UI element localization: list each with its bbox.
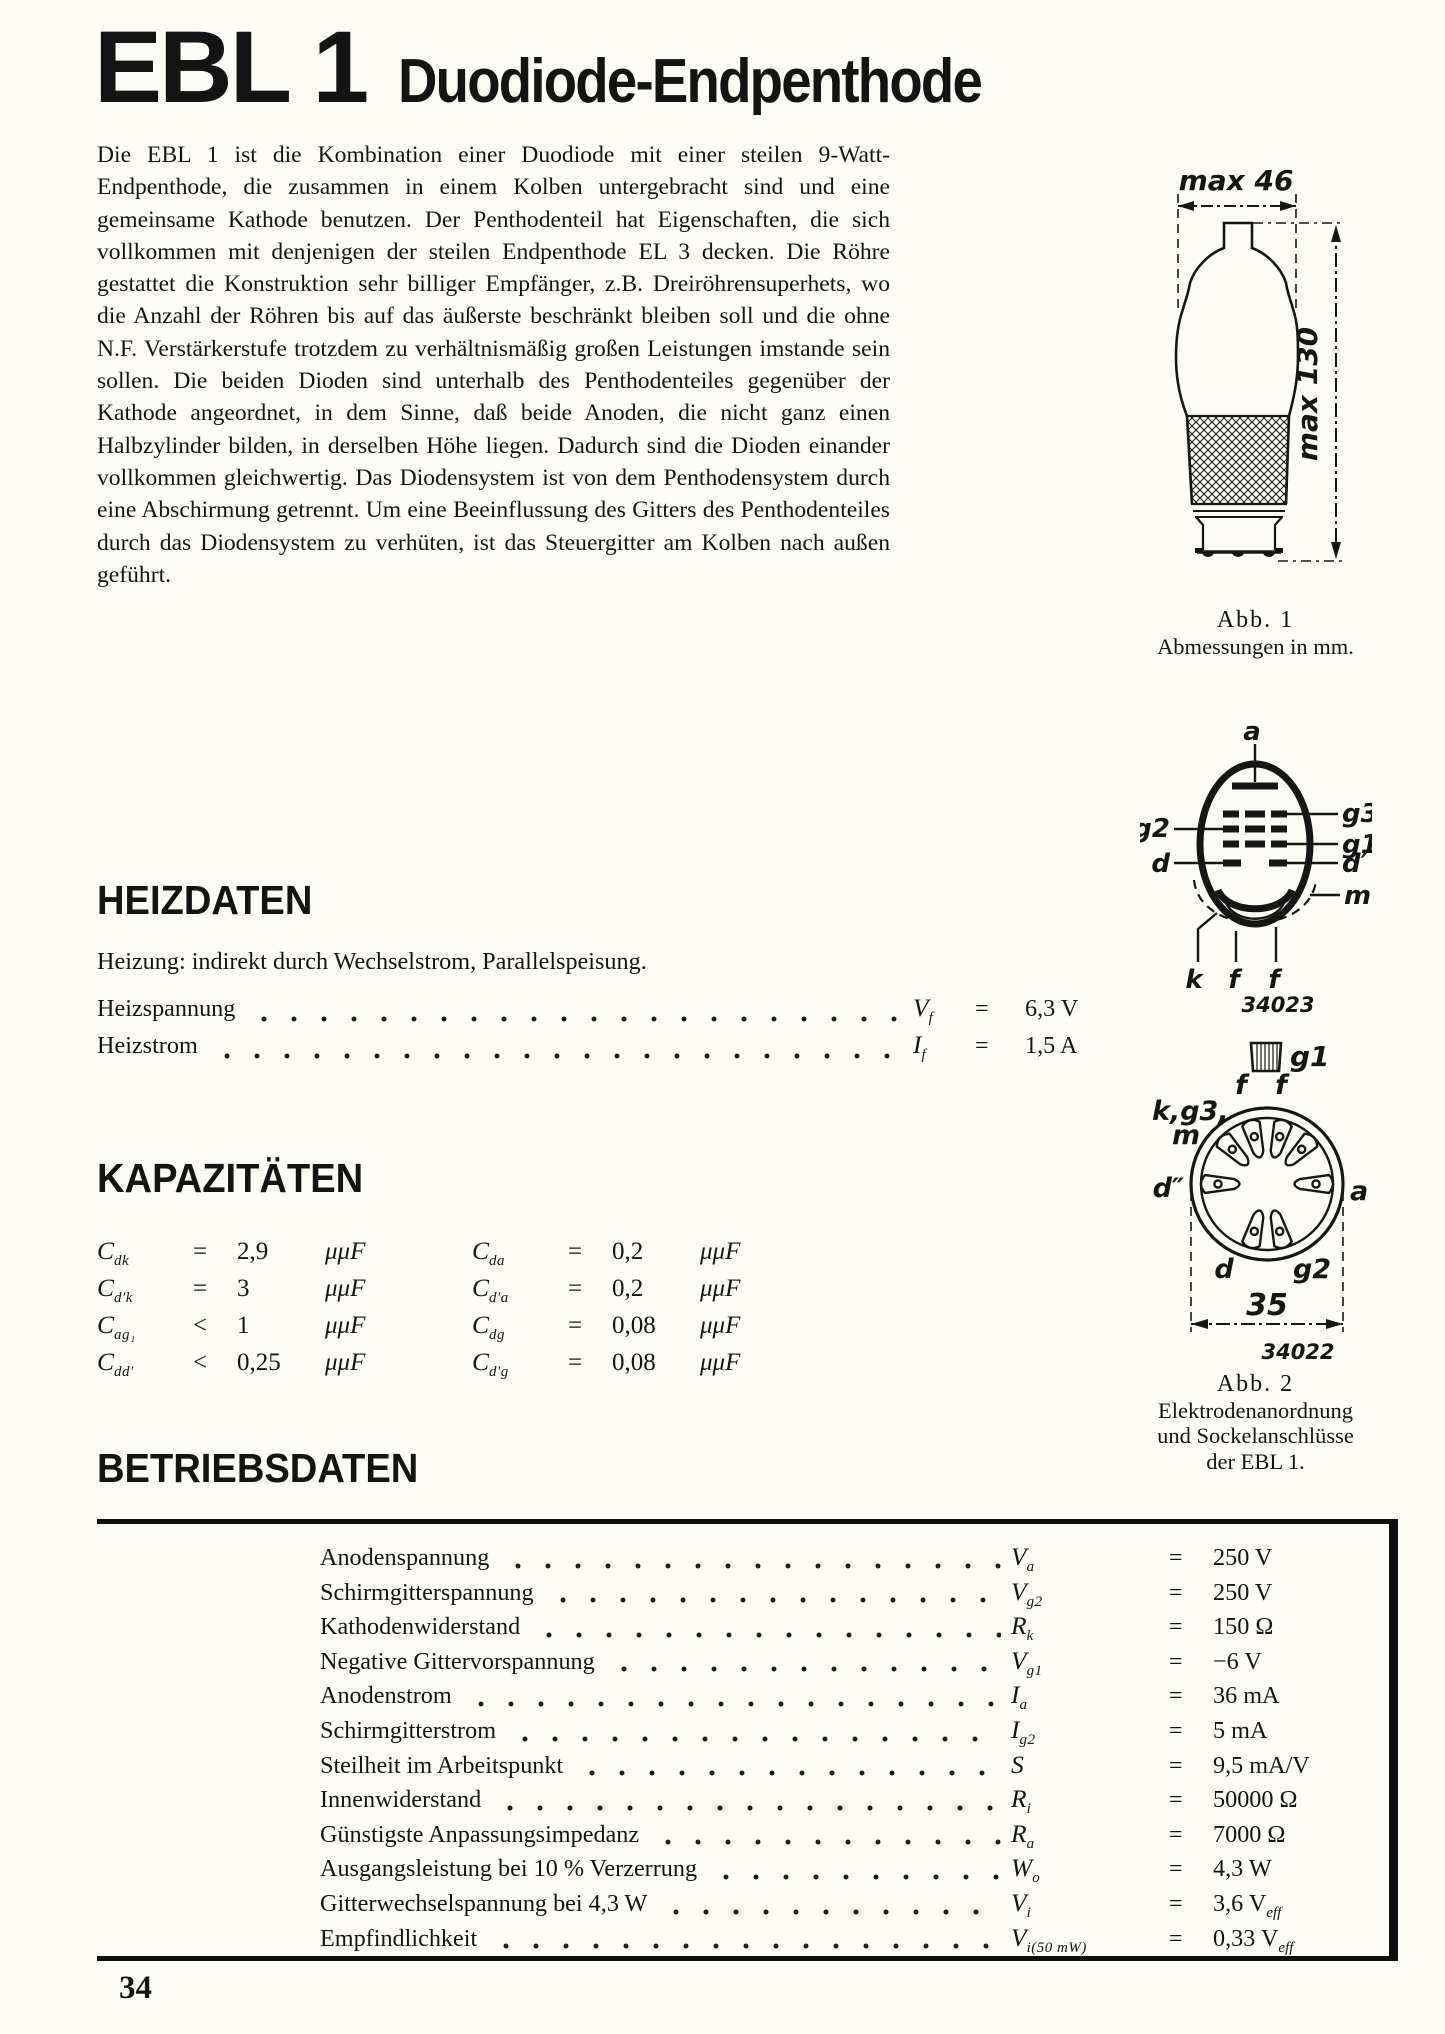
section-heading-kapazitaeten: KAPAZITÄTEN xyxy=(97,1155,364,1201)
param-label: Günstigste Anpassungsimpedanz xyxy=(320,1820,640,1848)
capacitance-column-left xyxy=(97,1236,397,1384)
cap-value: 2,9 xyxy=(237,1238,269,1265)
dot-leader xyxy=(546,1596,1001,1604)
heizdaten-row xyxy=(97,1030,1143,1067)
dot-leader xyxy=(575,1769,1001,1777)
param-value: −6 V xyxy=(1213,1647,1262,1675)
fig1-caption-title: Abb. 1 xyxy=(1216,607,1295,633)
relation-sign: < xyxy=(193,1349,208,1376)
g2-label: 2 xyxy=(1151,814,1170,844)
param-label: Innenwiderstand xyxy=(320,1786,482,1814)
param-label: Schirmgitterspannung xyxy=(320,1578,534,1606)
cap-symbol: $C_{d'g}$ xyxy=(472,1347,509,1381)
diode-d-label: d xyxy=(1151,849,1170,879)
cap-value: 0,2 xyxy=(612,1275,644,1302)
param-symbol: $W_o$ xyxy=(1011,1853,1041,1887)
param-label: Heizstrom xyxy=(97,1032,198,1059)
socket-f2-label: f xyxy=(1275,1070,1287,1101)
capacitance-row xyxy=(97,1310,397,1347)
tube-model: EBL 1 xyxy=(94,10,367,124)
param-symbol: $I_{g2}$ xyxy=(1011,1714,1036,1749)
electrode-arrangement-diagram xyxy=(1140,722,1372,1017)
cap-symbol: $C_{d'k}$ xyxy=(97,1273,133,1307)
anode-label: a xyxy=(1243,722,1261,747)
param-symbol: $I_f$ xyxy=(913,1030,927,1064)
table-row xyxy=(320,1853,1383,1888)
relation-sign: = xyxy=(568,1275,583,1302)
figure3-number: 34022 xyxy=(1261,1340,1335,1364)
relation-sign: = xyxy=(193,1275,208,1302)
dot-leader xyxy=(709,1873,1001,1881)
capacitance-row xyxy=(97,1236,397,1273)
param-label: Empfindlichkeit xyxy=(320,1924,478,1952)
relation-sign: = xyxy=(568,1238,583,1265)
equals-sign: = xyxy=(1169,1545,1183,1571)
socket-m-label: m xyxy=(1172,1120,1201,1151)
equals-sign: = xyxy=(1169,1787,1183,1814)
dot-leader xyxy=(464,1700,1001,1708)
equals-sign: = xyxy=(1169,1648,1183,1675)
cap-symbol: $C_{d'a}$ xyxy=(472,1273,509,1307)
equals-sign: = xyxy=(1169,1683,1183,1710)
cathode-pin-label: k xyxy=(1185,965,1203,995)
table-row xyxy=(320,1611,1383,1646)
table-row xyxy=(320,1715,1383,1750)
dot-leader xyxy=(247,1015,903,1023)
param-symbol: $I_a$ xyxy=(1011,1680,1028,1714)
fig1-caption-text: Abmessungen in mm. xyxy=(1157,633,1354,659)
heizdaten-rows xyxy=(97,993,1143,1067)
param-symbol: S xyxy=(1011,1749,1024,1779)
dim-width-label: max 46 xyxy=(1178,164,1294,197)
cap-unit: μμF xyxy=(325,1312,366,1339)
socket-d-label: d xyxy=(1214,1254,1234,1285)
param-symbol: $R_i$ xyxy=(1011,1784,1032,1818)
dot-leader xyxy=(501,1562,1001,1570)
table-row xyxy=(320,1542,1383,1577)
figure1-number xyxy=(1239,573,1316,574)
fig3-caption-title: Abb. 2 xyxy=(1216,1371,1295,1397)
param-symbol: $R_a$ xyxy=(1011,1818,1035,1852)
param-label: Ausgangsleistung bei 10 % Verzerrung xyxy=(320,1855,698,1883)
param-symbol: $V_i$ xyxy=(1011,1887,1032,1922)
dot-leader xyxy=(659,1908,1001,1916)
heizdaten-intro: Heizung: indirekt durch Wechselstrom, Parallelspeisung. xyxy=(97,948,647,975)
cap-symbol: $C_{ag_1}$ xyxy=(97,1310,136,1344)
relation-sign: < xyxy=(193,1312,208,1339)
page-number: 34 xyxy=(119,1970,152,2006)
g1-label: g xyxy=(1342,830,1361,860)
equals-sign: = xyxy=(1169,1614,1183,1641)
fig3-caption xyxy=(1118,1372,1393,1474)
param-label: Kathodenwiderstand xyxy=(320,1613,521,1641)
capacitance-column-right xyxy=(472,1236,772,1384)
param-label: Schirmgitterstrom xyxy=(320,1716,497,1744)
equals-sign: = xyxy=(1169,1717,1183,1744)
dot-leader xyxy=(210,1052,903,1060)
relation-sign: = xyxy=(568,1312,583,1339)
cap-unit: μμF xyxy=(700,1275,741,1302)
table-row xyxy=(320,1646,1383,1681)
param-symbol: $V_{g1}$ xyxy=(1011,1645,1043,1679)
cap-unit: μμF xyxy=(325,1349,366,1376)
tube-dimension-diagram xyxy=(1140,142,1352,574)
param-symbol: $V_{i(50 mW)}$ xyxy=(1011,1922,1087,1956)
operating-data-table xyxy=(320,1542,1383,1957)
param-symbol: $V_{g2}$ xyxy=(1011,1576,1043,1610)
fig3-caption-line2: Elektrodenanordnung xyxy=(1158,1397,1353,1423)
param-value: 4,3 W xyxy=(1213,1855,1272,1883)
param-value: 36 mA xyxy=(1213,1682,1280,1710)
table-right-bar xyxy=(1389,1519,1398,1961)
dim-height-label: max 130 xyxy=(1291,326,1324,462)
equals-sign: = xyxy=(1169,1856,1183,1883)
socket-kg3-label: k,g3, xyxy=(1152,1096,1229,1127)
table-row xyxy=(320,1750,1383,1785)
param-value: 5 mA xyxy=(1213,1716,1268,1744)
equals-sign: = xyxy=(1169,1890,1183,1917)
cap-unit: μμF xyxy=(700,1312,741,1339)
fig1-tube-outline-drawing xyxy=(1140,142,1352,574)
cap-value: 3 xyxy=(237,1275,250,1302)
page-title xyxy=(94,10,1061,124)
section-heading-betriebsdaten: BETRIEBSDATEN xyxy=(97,1445,419,1491)
param-label: Gitterwechselspannung bei 4,3 W xyxy=(320,1889,648,1917)
heater-pin-label-1: f xyxy=(1228,965,1240,995)
table-row xyxy=(320,1923,1383,1958)
g3-label: g xyxy=(1342,799,1361,829)
param-label: Steilheit im Arbeitspunkt xyxy=(320,1751,564,1779)
cap-symbol: $C_{dd'}$ xyxy=(97,1347,134,1381)
figure2-number: 34023 xyxy=(1241,993,1315,1017)
cap-value: 0,08 xyxy=(612,1312,656,1339)
capacitance-row xyxy=(472,1236,772,1273)
capacitance-row xyxy=(472,1310,772,1347)
param-label: Anodenstrom xyxy=(320,1682,452,1710)
table-row xyxy=(320,1784,1383,1819)
cap-symbol: $C_{dk}$ xyxy=(97,1236,130,1270)
cap-value: 0,2 xyxy=(612,1238,644,1265)
equals-sign: = xyxy=(1169,1579,1183,1606)
fig3-socket-drawing xyxy=(1140,1032,1380,1372)
cap-symbol: $C_{dg}$ xyxy=(472,1310,506,1344)
dot-leader xyxy=(493,1804,1001,1812)
param-label: Negative Gittervorspannung xyxy=(320,1647,595,1675)
section-heading-heizdaten: HEIZDATEN xyxy=(97,877,313,923)
socket-d2prime-label: d″ xyxy=(1152,1173,1184,1204)
socket-diameter-dim: 35 xyxy=(1246,1288,1288,1323)
table-row xyxy=(320,1819,1383,1854)
param-symbol: $V_f$ xyxy=(913,993,934,1027)
relation-sign: = xyxy=(193,1238,208,1265)
cap-unit: μμF xyxy=(325,1238,366,1265)
param-value: 3,6 $V_{eff}$ xyxy=(1213,1889,1282,1921)
dot-leader xyxy=(651,1838,1001,1846)
table-row xyxy=(320,1888,1383,1923)
relation-sign: = xyxy=(568,1349,583,1376)
table-top-rule xyxy=(97,1519,1398,1524)
param-value: 150 Ω xyxy=(1213,1613,1274,1641)
diode-d-prime-label: d′ xyxy=(1342,849,1368,879)
param-value: 7000 Ω xyxy=(1213,1820,1286,1848)
socket-f1-label: f xyxy=(1235,1070,1247,1101)
fig3-caption-line3: und Sockelanschlüsse xyxy=(1157,1423,1354,1448)
tube-type-subtitle: Duodiode-Endpenthode xyxy=(398,47,982,116)
param-symbol: $V_a$ xyxy=(1011,1542,1035,1576)
param-value: 6,3 V xyxy=(1025,995,1079,1022)
capacitance-row xyxy=(472,1347,772,1384)
cap-value: 0,25 xyxy=(237,1349,281,1376)
socket-a-label: a xyxy=(1350,1176,1369,1207)
cap-symbol: $C_{da}$ xyxy=(472,1236,506,1270)
cap-value: 1 xyxy=(237,1312,250,1339)
param-value: 50000 Ω xyxy=(1213,1786,1298,1814)
table-row xyxy=(320,1680,1383,1715)
fig1-caption xyxy=(1118,608,1393,659)
cap-value: 0,08 xyxy=(612,1349,656,1376)
shield-m-label: m xyxy=(1344,881,1372,911)
param-value: 250 V xyxy=(1213,1578,1273,1606)
param-value: 0,33 $V_{eff}$ xyxy=(1213,1924,1294,1956)
top-cap-icon xyxy=(1251,1043,1281,1071)
param-value: 1,5 A xyxy=(1025,1032,1078,1059)
capacitance-row xyxy=(97,1347,397,1384)
dot-leader xyxy=(508,1735,1001,1743)
dot-leader xyxy=(607,1665,1001,1673)
heizdaten-row xyxy=(97,993,1143,1030)
param-value: 250 V xyxy=(1213,1544,1273,1571)
capacitance-table xyxy=(97,1236,772,1384)
equals-sign: = xyxy=(975,1033,989,1059)
capacitance-row xyxy=(472,1273,772,1310)
param-label: Anodenspannung xyxy=(320,1544,490,1571)
equals-sign: = xyxy=(975,996,989,1022)
param-symbol: $R_k$ xyxy=(1011,1611,1034,1645)
dot-leader xyxy=(489,1942,1001,1950)
equals-sign: = xyxy=(1169,1925,1183,1952)
fig3-caption-line4: der EBL 1. xyxy=(1206,1448,1305,1474)
topcap-g1-label: g1 xyxy=(1290,1040,1330,1073)
cap-unit: μμF xyxy=(325,1275,366,1302)
table-row xyxy=(320,1577,1383,1612)
cap-unit: μμF xyxy=(700,1238,741,1265)
cap-unit: μμF xyxy=(700,1349,741,1376)
equals-sign: = xyxy=(1169,1752,1183,1779)
dot-leader xyxy=(532,1631,1001,1639)
socket-connection-diagram xyxy=(1140,1032,1380,1372)
heater-pin-label-2: f xyxy=(1268,965,1280,995)
param-value: 9,5 mA/V xyxy=(1213,1751,1310,1779)
equals-sign: = xyxy=(1169,1821,1183,1848)
fig2-electrode-arrangement-drawing xyxy=(1140,722,1372,1017)
param-label: Heizspannung xyxy=(97,995,236,1022)
capacitance-row xyxy=(97,1273,397,1310)
socket-g2-label: g2 xyxy=(1292,1254,1332,1285)
intro-paragraph: Die EBL 1 ist die Kombination einer Duodiode mit einer steilen 9-Watt-Endpenthode, die zusammen in einem Kolben untergebracht sind und eine gemeinsame Kathode benutzen. Der Penthodenteil hat Eigenschaften, die sich vollkommen mit denjenigen der steilen Endpenthode EL 3 decken. Die Röhre gestattet die Konstruktion sehr billiger Empfänger, z.B. Dreiröhrensuperhets, wo die Anzahl der Röhren bis auf das äußerste beschränkt bleiben soll und die ohne N.F. Verstärkerstufe trotzdem zu verhältnismäßig großen Leistungen imstande sein sollen. Die beiden Dioden sind unterhalb des Penthodenteiles gegenüber der Kathode angeordnet, in dem Sinne, daß beide Anoden, die nicht ganz einen Halbzylinder bilden, in derselben Höhe liegen. Dadurch sind die Dioden einander vollkommen gleichwertig. Das Diodensystem ist von dem Penthodensystem durch eine Abschirmung getrennt. Um eine Beeinflussung des Gitters des Penthodenteiles durch das Diodensystem zu verhüten, ist das Steuergitter am Kolben nach außen geführt. xyxy=(97,142,890,588)
